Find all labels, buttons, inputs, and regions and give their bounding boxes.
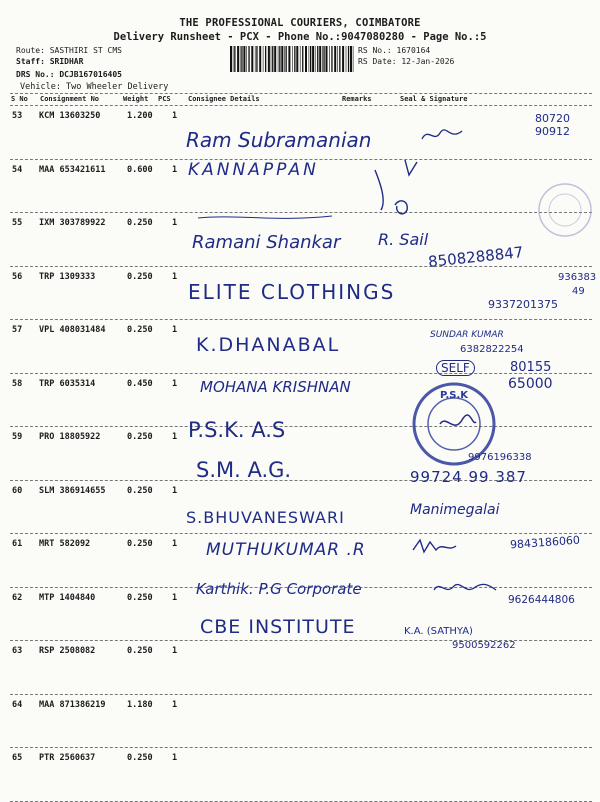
col-weight: Weight [123, 95, 149, 103]
signature-mark [365, 150, 445, 225]
rs-number: RS No.: 1670164 [358, 46, 431, 55]
col-signature: Seal & Signature [400, 95, 468, 103]
pieces-count: 1 [172, 164, 178, 175]
consignment-number: VPL 408031484 [39, 325, 106, 335]
route-label: Route: SASTHIRI ST CMS [16, 46, 122, 55]
handwritten-number: 90912 [535, 125, 570, 138]
handwritten-name: MUTHUKUMAR .R [206, 540, 366, 560]
pieces-count: 1 [172, 325, 178, 335]
barcode-bar [300, 46, 301, 72]
barcode-bar [265, 46, 266, 72]
handwritten-phone: 8508288847 [427, 243, 525, 271]
barcode-bar [312, 46, 314, 72]
row-separator [10, 801, 592, 802]
weight-value: 0.250 [127, 646, 153, 656]
barcode-bar [248, 46, 249, 72]
serial-number: 57 [12, 325, 23, 335]
handwritten-name: K.DHANABAL [196, 334, 341, 356]
header-rule-top [10, 93, 592, 94]
consignment-number: RSP 2508082 [39, 646, 96, 656]
serial-number: 63 [12, 646, 23, 656]
barcode-bar [309, 46, 310, 72]
handwritten-phone: 9337201375 [488, 298, 558, 311]
barcode-bar [329, 46, 330, 72]
barcode-bar [240, 46, 241, 72]
weight-value: 0.250 [127, 485, 153, 496]
pieces-count: 1 [172, 753, 178, 763]
barcode-bar [286, 46, 287, 72]
serial-number: 64 [12, 699, 23, 710]
vehicle-label: Vehicle: Two Wheeler Delivery [20, 82, 169, 92]
barcode-bar [339, 46, 340, 72]
handwritten-phone: 9626444806 [508, 594, 575, 606]
handwritten-name: P.S.K. A.S [188, 418, 286, 442]
handwritten-number: 80720 [535, 112, 570, 125]
barcode-bar [337, 46, 338, 72]
barcode-bar [334, 46, 336, 72]
barcode-bar [278, 46, 279, 72]
consignment-number: MTP 1404840 [39, 592, 96, 603]
serial-number: 56 [12, 271, 23, 282]
pieces-count: 1 [172, 432, 178, 442]
barcode-bar [353, 46, 354, 72]
pieces-count: 1 [172, 646, 178, 656]
consignment-number: PTR 2560637 [39, 753, 96, 763]
serial-number: 53 [12, 111, 23, 121]
barcode-bar [346, 46, 347, 72]
pieces-count: 1 [172, 592, 178, 603]
barcode-bar [274, 46, 276, 72]
barcode-bar [317, 46, 318, 72]
table-header [0, 95, 600, 105]
barcode-bar [315, 46, 316, 72]
barcode-bar [272, 46, 273, 72]
barcode-bar [323, 46, 324, 72]
barcode-bar [322, 46, 323, 72]
handwritten-signature: K.A. (SATHYA) [404, 626, 473, 637]
runsheet-title: THE PROFESSIONAL COURIERS, COIMBATORE [179, 17, 421, 29]
runsheet-subtitle: Delivery Runsheet - PCX - Phone No.:9047080280 - Page No.:5 [113, 31, 487, 43]
barcode-bar [326, 46, 328, 72]
barcode-bar [350, 46, 352, 72]
weight-value: 0.250 [127, 753, 153, 763]
signature-mark [420, 125, 465, 145]
handwritten-signature: R. Sail [378, 230, 429, 249]
handwritten-phone: 9976196338 [468, 452, 532, 463]
col-pcs: PCS [158, 95, 171, 103]
table-row [0, 695, 600, 748]
serial-number: 65 [12, 753, 23, 763]
handwritten-name: MOHANA KRISHNAN [200, 378, 351, 396]
serial-number: 55 [12, 218, 23, 228]
barcode-bar [233, 46, 234, 72]
barcode-bar [243, 46, 245, 72]
barcode-bar [294, 46, 295, 72]
barcode-bar [263, 46, 264, 72]
weight-value: 1.180 [127, 699, 153, 710]
col-remarks: Remarks [342, 95, 372, 103]
staff-label: Staff: SRIDHAR [16, 57, 84, 66]
consignment-number: PRO 18805922 [39, 432, 101, 442]
barcode-bar [331, 46, 332, 72]
pieces-count: 1 [172, 218, 178, 228]
drs-number: DRS No.: DCJB167016405 [16, 70, 122, 79]
weight-value: 0.450 [127, 378, 153, 389]
weight-value: 0.250 [127, 592, 153, 603]
faded-stamp [535, 180, 595, 240]
serial-number: 54 [12, 164, 23, 175]
barcode-bar [296, 46, 298, 72]
signature-mark [410, 536, 460, 558]
barcode-bar [234, 46, 235, 72]
rs-date: RS Date: 12-Jan-2026 [358, 57, 455, 66]
handwritten-phone: 9843186060 [509, 533, 581, 552]
barcode-bar [268, 46, 270, 72]
handwritten-phone: 6382822254 [460, 344, 524, 355]
barcode-bar [279, 46, 280, 72]
handwritten-name: Karthik. P.G Corporate [196, 580, 362, 598]
consignment-number: KCM 13603250 [39, 111, 101, 121]
serial-number: 60 [12, 485, 23, 496]
handwritten-number: 936383 [558, 272, 597, 283]
serial-number: 61 [12, 539, 23, 549]
barcode-bar [319, 46, 321, 72]
weight-value: 0.250 [127, 325, 153, 335]
serial-number: 62 [12, 592, 23, 603]
weight-value: 1.200 [127, 111, 153, 121]
col-consignment: Consignment No [40, 95, 100, 103]
weight-value: 0.600 [127, 164, 153, 175]
pieces-count: 1 [172, 699, 178, 710]
handwritten-phone: 9500592262 [452, 640, 516, 651]
consignment-number: SLM 386914655 [39, 485, 106, 496]
barcode-bar [230, 46, 232, 72]
handwritten-name: CBE INSTITUTE [200, 616, 356, 638]
barcode-bar [310, 46, 311, 72]
barcode-bar [237, 46, 239, 72]
handwritten-name: S.M. A.G. [196, 458, 292, 482]
barcode-bar [271, 46, 272, 72]
barcode-bar [284, 46, 285, 72]
pieces-count: 1 [172, 271, 178, 282]
handwritten-self: SELF [436, 360, 475, 376]
weight-value: 0.250 [127, 271, 153, 282]
barcode-bar [251, 46, 253, 72]
barcode-bar [255, 46, 256, 72]
handwritten-phone: 99724 99 387 [410, 468, 527, 486]
barcode-bar [292, 46, 293, 72]
pieces-count: 1 [172, 378, 178, 389]
weight-value: 0.250 [127, 539, 153, 549]
consignment-number: IXM 303789922 [39, 218, 106, 228]
handwritten-number: 65000 [508, 376, 553, 392]
handwritten-name: Ram Subramanian [186, 128, 372, 152]
stamp-text: P.S.K [439, 390, 469, 401]
handwritten-signature: Manimegalai [410, 502, 500, 518]
pieces-count: 1 [172, 539, 178, 549]
handwritten-name: Ramani Shankar [192, 232, 341, 253]
handwritten-name: ELITE CLOTHINGS [188, 280, 396, 304]
weight-value: 0.250 [127, 218, 153, 228]
consignment-number: MAA 871386219 [39, 699, 106, 710]
handwritten-name: KANNAPPAN [188, 160, 319, 180]
barcode-bar [302, 46, 303, 72]
consignment-number: MAA 653421611 [39, 164, 106, 175]
barcode-bar [281, 46, 283, 72]
handwritten-note: SUNDAR KUMAR [430, 330, 504, 340]
barcode-bar [259, 46, 261, 72]
barcode-bar [256, 46, 257, 72]
serial-number: 59 [12, 432, 23, 442]
col-consignee: Consignee Details [188, 95, 260, 103]
barcode-bar [305, 46, 307, 72]
consignment-number: TRP 1309333 [39, 271, 96, 282]
pieces-count: 1 [172, 485, 178, 496]
col-sno: S No [11, 95, 28, 103]
pen-line [196, 208, 336, 228]
barcode-bar [288, 46, 290, 72]
barcode-bar [348, 46, 349, 72]
handwritten-name: S.BHUVANESWARI [186, 508, 345, 527]
pieces-count: 1 [172, 111, 178, 121]
barcode-bar [342, 46, 344, 72]
barcode-bar [246, 46, 247, 72]
handwritten-number: 49 [572, 286, 585, 297]
signature-mark [430, 578, 500, 598]
barcode-image [230, 46, 355, 72]
table-row [0, 748, 600, 801]
consignment-number: TRP 6035314 [39, 378, 96, 389]
weight-value: 0.250 [127, 432, 153, 442]
serial-number: 58 [12, 378, 23, 389]
barcode-bar [241, 46, 242, 72]
consignment-number: MRT 582092 [39, 539, 91, 549]
handwritten-number: 80155 [510, 360, 552, 375]
